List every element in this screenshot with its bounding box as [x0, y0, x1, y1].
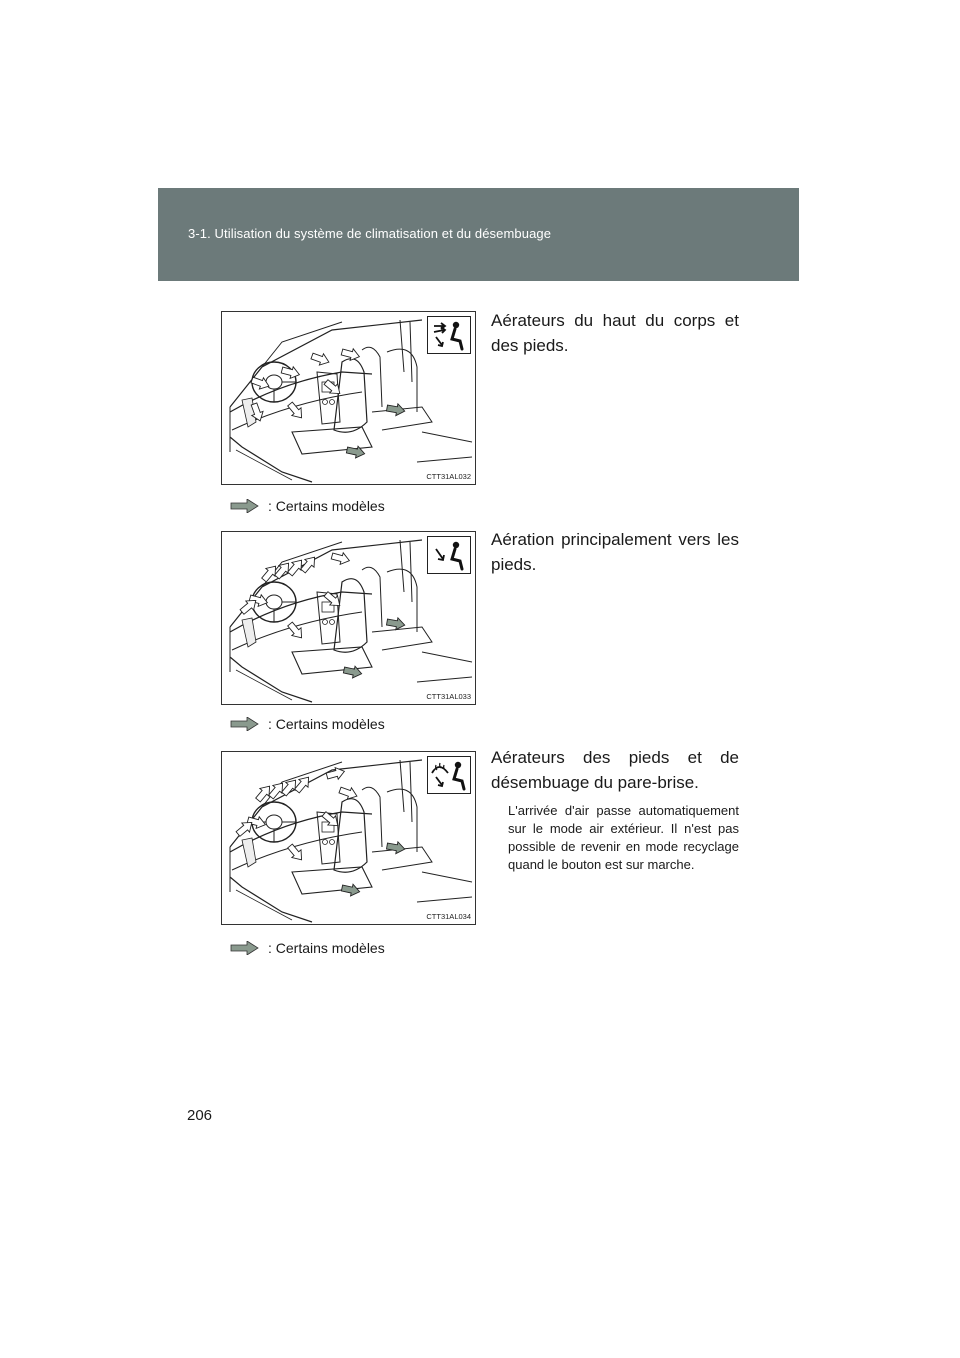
- feet-vent-icon: [427, 536, 471, 574]
- page-number: 206: [187, 1107, 213, 1124]
- legend-certain-models: [230, 714, 385, 734]
- legend-text: : Certains modèles: [268, 716, 385, 732]
- mode-note: L'arrivée d'air passe automatiquement sur le mode air extérieur. Il n'est pas possible de revenir en mode recyclage quand le bouton est sur marche.: [508, 803, 739, 872]
- vent-mode-illustration-1: [221, 311, 476, 485]
- arrow-legend-icon: [230, 499, 260, 513]
- mode-description: Aérateurs des pieds et de désembuage du pare-brise.: [491, 748, 739, 792]
- section-title: 3-1. Utilisation du système de climatisation et du désembuage: [188, 226, 552, 241]
- legend-certain-models: [230, 496, 385, 516]
- feet-and-defrost-vent-icon: [427, 756, 471, 794]
- vent-mode-illustration-2: [221, 531, 476, 705]
- figure-code: CTT31AL032: [426, 472, 471, 481]
- legend-text: : Certains modèles: [268, 498, 385, 514]
- arrow-legend-icon: [230, 941, 260, 955]
- figure-code: CTT31AL033: [426, 692, 471, 701]
- legend-certain-models: [230, 938, 385, 958]
- figure-code: CTT31AL034: [426, 912, 471, 921]
- legend-text: : Certains modèles: [268, 940, 385, 956]
- mode-description: Aérateurs du haut du corps et des pieds.: [491, 311, 739, 355]
- mode-description: Aération principalement vers les pieds.: [491, 530, 739, 574]
- section-header-band: [158, 188, 799, 281]
- face-and-feet-vent-icon: [427, 316, 471, 354]
- arrow-legend-icon: [230, 717, 260, 731]
- vent-mode-illustration-3: [221, 751, 476, 925]
